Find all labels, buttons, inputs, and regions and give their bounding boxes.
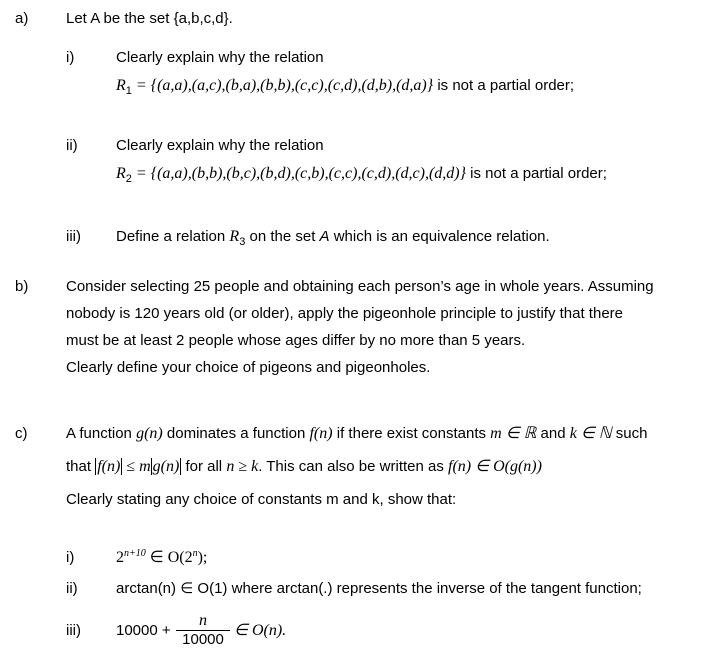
part-c-i-expr: [116, 549, 207, 569]
part-a-iii-text: [116, 228, 550, 247]
abs-f-of-n: f(n): [97, 458, 121, 475]
part-c-line2-c: . This can also be written as: [258, 458, 449, 475]
part-c-ii-label: ii): [66, 580, 78, 597]
arctan-expr: arctan(n) ∈ O(1): [116, 580, 228, 597]
k-in-naturals: k ∈ ℕ: [569, 425, 612, 442]
part-c-label: c): [15, 425, 28, 442]
part-c-iii-pre: 10000 +: [116, 622, 171, 639]
part-c-line2-b: for all: [181, 458, 227, 475]
part-c-iii-label: iii): [66, 622, 81, 639]
part-c-iii-post: ∈ O(n).: [234, 622, 287, 639]
part-a-iii-pre: Define a relation: [116, 228, 230, 245]
part-a-iii-label: iii): [66, 228, 81, 245]
part-c-line1-b: dominates a function: [162, 425, 310, 442]
part-b-line3: must be at least 2 people whose ages differ by no more than 5 years.: [66, 332, 526, 349]
part-a-i-text: Clearly explain why the relation: [116, 49, 324, 66]
part-c-line2-a: that: [66, 458, 96, 475]
part-a-intro: Let A be the set {a,b,c,d}.: [66, 10, 233, 27]
part-c-line1: [66, 425, 647, 443]
arctan-description: where arctan(.) represents the inverse of the tangent function;: [227, 580, 642, 597]
set-a-symbol: A: [319, 228, 330, 245]
part-a-iii-post: which is an equivalence relation.: [329, 228, 550, 245]
fraction-numerator: n: [199, 612, 207, 629]
relation-r2-symbol: R: [116, 165, 126, 182]
part-c-line1-a: A function: [66, 425, 137, 442]
expr-i-exponent: n+10: [124, 548, 146, 559]
part-a-label: a): [15, 10, 29, 27]
part-a-ii-text: Clearly explain why the relation: [116, 137, 324, 154]
le-m: ≤ m: [122, 458, 151, 475]
part-b-line1: Consider selecting 25 people and obtaining each person’s age in whole years. Assuming: [66, 278, 654, 295]
part-c-line2: [66, 458, 542, 476]
part-c-ii-text: [116, 580, 642, 598]
relation-r2-set: = {(a,a),(b,b),(b,c),(b,d),(c,b),(c,c),(c,d),(d,c),(d,d)}: [131, 165, 467, 182]
expr-i-end: );: [197, 549, 208, 566]
relation-r1-symbol: R: [116, 77, 126, 94]
big-o-definition: f(n) ∈ O(g(n)): [448, 458, 542, 475]
relation-r1-set: = {(a,a),(a,c),(b,a),(b,b),(c,c),(c,d),(d,b),(d,a)}: [131, 77, 434, 94]
expr-i-exponent2: n: [192, 548, 198, 559]
f-of-n: f(n): [309, 425, 333, 442]
relation-r1-tail: is not a partial order;: [433, 77, 575, 94]
part-b-label: b): [15, 278, 29, 295]
relation-r1-subscript: 1: [125, 85, 132, 97]
fraction-denominator: 10000: [182, 631, 224, 648]
part-b-line2: nobody is 120 years old (or older), apply the pigeonhole principle to justify that there: [66, 305, 623, 322]
relation-r2-tail: is not a partial order;: [466, 165, 607, 182]
relation-r3-subscript: 3: [239, 236, 246, 248]
part-c-line1-e: such: [611, 425, 648, 442]
part-a-i-relation: [116, 77, 574, 96]
n-ge-k: n ≥ k: [226, 458, 259, 475]
relation-r2-subscript: 2: [125, 173, 132, 185]
part-b-line4: Clearly define your choice of pigeons and pigeonholes.: [66, 359, 431, 376]
part-c-line1-d: and: [536, 425, 570, 442]
part-c-line1-c: if there exist constants: [332, 425, 491, 442]
part-a-ii-relation: [116, 165, 607, 184]
part-a-ii-label: ii): [66, 137, 78, 154]
fraction-n-over-10000: [176, 612, 230, 649]
part-c-i-label: i): [66, 549, 75, 566]
part-c-line3: Clearly stating any choice of constants m and k, show that:: [66, 491, 457, 508]
expr-i-mid: ∈ O(2: [145, 549, 193, 566]
expr-i-base: 2: [116, 549, 124, 566]
part-a-i-label: i): [66, 49, 75, 66]
relation-r3-symbol: R: [229, 228, 240, 245]
part-a-iii-mid: on the set: [245, 228, 320, 245]
abs-g-of-n: g(n): [152, 458, 180, 475]
m-in-reals: m ∈ ℝ: [490, 425, 537, 442]
g-of-n: g(n): [136, 425, 163, 442]
